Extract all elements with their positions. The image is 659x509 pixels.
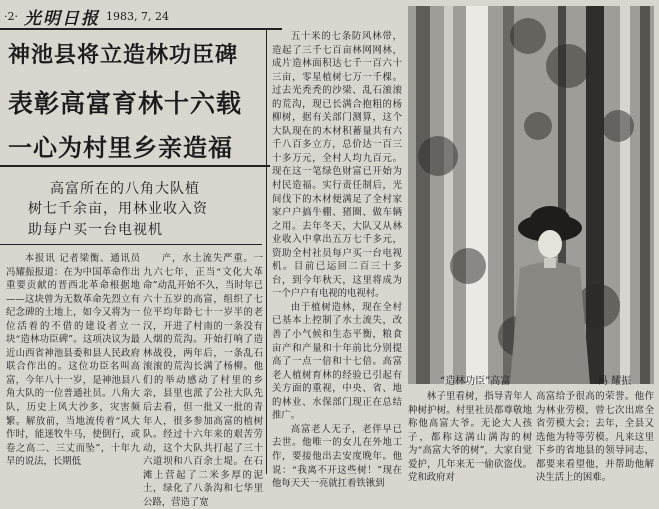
photo-credit: 冯 耀振: [598, 376, 632, 387]
paragraph: 林子里看树，指导青年人种树护树。村里社员都尊敬地称他高富大爷。无论大人孩子，都称这满山满沟的树为“高富大爷的树”，大家自觉爱护，几年来无一偷砍盗伐。党和政府对: [408, 391, 532, 484]
article-column-5: [536, 390, 654, 484]
paragraph: 高富老人无子，老伴早已去世。他唯一的女儿在外地工作，要接他出去安度晚年。他说：“我离不开这些树！”现在他每天天一亮就扛着铁锹到: [272, 423, 402, 490]
photo-image: [408, 6, 654, 384]
photo: [408, 6, 654, 384]
masthead: [4, 4, 284, 28]
paragraph: 高富给予很高的荣誉。他作为林业劳模，曾七次出席全省劳模大会；去年，全县又选他为特等劳模。凡来这里下乡的省地县的领导同志，都要来看望他，并帮助他解决生活上的困难。: [536, 391, 654, 484]
paragraph: 产，水土流失严重。一九六七年，正当“文化大革命”动乱开始不久，当时年已六十五岁的高富，组织了七位平均年龄七十一岁半的老汉，开进了村南的一条没有人烟的荒沟。开始打响了造林战役，两年后，一条乱石滚滚的荒沟长满了杨柳。他们的举动感动了村里的乡亲，县里也派了公社大队先后去看，但一批又一批的青年人，很多参加高富的植树队。经过十六年来的艰苦劳动，这个大队共打起了三十六道坝和八百余土堤。在石滩上营起了二米多厚的泥土，绿化了八条沟和七华里公路，营造了宽: [143, 253, 263, 508]
headline-line-1: 神池县将立造林功臣碑: [8, 42, 239, 68]
subheadline-line-3: 助每户买一台电视机: [28, 222, 163, 238]
article-column-3: [272, 30, 402, 490]
paragraph: 本报讯 记者梁衡、通讯员冯耀振报道：在为中国革命作出重要贡献的晋西北革命根据地——这块曾为无数革命先烈立有纪念碑的土地上，如今又将为一位活着的不借的建设者立一块“造林功臣碑”。这项决议为最近山西省神池县委和县人民政府联合作出的。这位功臣名叫高富，今年八十一岁，是神池县八角大队的一位普通社员。八角大队，历史上风大沙多，灾害频繁。解放前，当地流传着“风大作时，能迷牧牛马，使倒行，或卷之高二、三丈而坠”，十年九旱的说法，长期低: [6, 253, 140, 468]
masthead-rule: [0, 28, 282, 30]
newspaper-name: 光明日报: [24, 8, 100, 29]
article-column-2: [143, 252, 263, 508]
article-column-1: [6, 252, 140, 472]
headline-line-3: 一心为村里乡亲造福: [8, 133, 233, 162]
photo-caption: “造林功臣”高富: [440, 376, 511, 387]
headline-rule: [0, 165, 270, 167]
paragraph: 由于植树造林，现在全村已基本上控制了水土流失，改善了小气候和生态平衡，粮食亩产和产量和十年前比分别提高了一点一倍和十七倍。高富老人植树育林的经验已引起有关方面的重视，中央、省、地的林业、水保部门现正在总结推广。: [272, 301, 402, 422]
headline-line-2: 表彰高富育林十六载: [8, 89, 243, 118]
subheadline-rule: [0, 244, 262, 245]
paragraph: 五十米的七条防风林带，造起了三千七百亩林网网林，成片造林面积达七千一百六十三亩，零星植树七万一千棵。过去光秃秃的沙梁、乱石滚滚的荒沟，现已长满合抱粗的杨柳树，据有关部门测算，这个大队现在的木材积蓄量共有六千八百多立方，总价达一百三十多万元，全村人均九百元。现在这一笔绿色财富已开始为村民造福。实行责任制后，光间伐下的木材便满足了全村家家户户搞牛棚、猪圈、做车辆之用。去年冬天，大队又从林业收入中拿出五万七千多元，资助全村社员每户买一台电视机。目前已运回二百三十多台，到今年秋天，这里将成为一个户户有电视的电视村。: [272, 31, 402, 300]
subheadline-line-1: 高富所在的八角大队植: [50, 181, 200, 197]
page-number: ·2·: [4, 9, 18, 23]
article-column-4: [408, 390, 532, 484]
subheadline-line-2: 树七千余亩，用林业收入资: [28, 201, 208, 217]
issue-date: 1983, 7, 24: [106, 9, 169, 23]
